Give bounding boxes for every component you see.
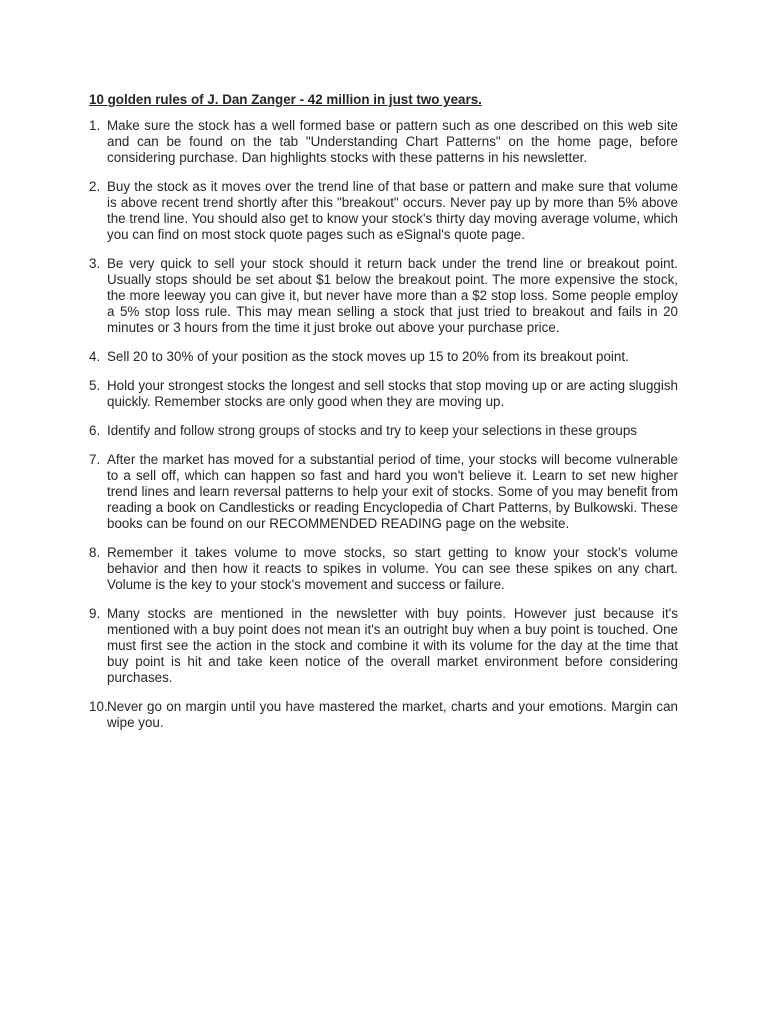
rule-text: Sell 20 to 30% of your position as the stock moves up 15 to 20% from its breakout point. (107, 349, 629, 364)
rule-number: 7. (89, 452, 101, 467)
rules-list (89, 118, 678, 731)
rule-text: Buy the stock as it moves over the trend line of that base or pattern and make sure that volume is above recent trend shortly after this "breakout" occurs. Never pay up by more than 5% above the trend line. You should also get to know your stock's thirty day moving average volume, which you can find on most stock quote pages such as eSignal's quote page. (107, 179, 678, 242)
rule-number: 5. (89, 378, 101, 393)
rule-text: Be very quick to sell your stock should it return back under the trend line or breakout point. Usually stops should be set about $1 below the breakout point. The more expensive the stock, the more leeway you can give it, but never have more than a $2 stop loss. Some people employ a 5% stop loss rule. This may mean selling a stock that just tried to breakout and fails in 20 minutes or 3 hours from the time it just broke out above your purchase price. (107, 256, 678, 335)
rule-text: Hold your strongest stocks the longest and sell stocks that stop moving up or are acting sluggish quickly. Remember stocks are only good when they are moving up. (107, 378, 678, 409)
rule-number: 3. (89, 256, 101, 271)
list-item-rule-8 (89, 545, 678, 593)
document-page (89, 92, 678, 744)
rule-text: Never go on margin until you have mastered the market, charts and your emotions. Margin can wipe you. (107, 699, 678, 730)
list-item-rule-3 (89, 256, 678, 336)
rule-text: Make sure the stock has a well formed base or pattern such as one described on this web site and can be found on the tab "Understanding Chart Patterns" on the home page, before considering purchase. Dan highlights stocks with these patterns in his newsletter. (107, 118, 678, 165)
rule-number: 10. (89, 699, 108, 714)
rule-text: After the market has moved for a substantial period of time, your stocks will become vulnerable to a sell off, which can happen so fast and hard you won't believe it. Learn to set new higher trend lines and learn reversal patterns to help your exit of stocks. Some of you may benefit from reading a book on Candlesticks or reading Encyclopedia of Chart Patterns, by Bulkowski. These books can be found on our RECOMMENDED READING page on the website. (107, 452, 678, 531)
document-title: 10 golden rules of J. Dan Zanger - 42 million in just two years. (89, 92, 482, 107)
list-item-rule-5 (89, 378, 678, 410)
list-item-rule-4 (89, 349, 678, 365)
rule-text: Remember it takes volume to move stocks, so start getting to know your stock's volume behavior and then how it reacts to spikes in volume. You can see these spikes on any chart. Volume is the key to your stock's movement and success or failure. (107, 545, 678, 592)
rule-text: Many stocks are mentioned in the newsletter with buy points. However just because it's mentioned with a buy point does not mean it's an outright buy when a buy point is touched. One must first see the action in the stock and combine it with its volume for the day at the time that buy point is hit and take keen notice of the overall market environment before considering purchases. (107, 606, 678, 685)
rule-number: 6. (89, 423, 101, 438)
rule-number: 1. (89, 118, 101, 133)
list-item-rule-1 (89, 118, 678, 166)
rule-number: 2. (89, 179, 101, 194)
list-item-rule-6 (89, 423, 678, 439)
list-item-rule-7 (89, 452, 678, 532)
rule-number: 9. (89, 606, 101, 621)
list-item-rule-10 (89, 699, 678, 731)
list-item-rule-2 (89, 179, 678, 243)
rule-text: Identify and follow strong groups of stocks and try to keep your selections in these groups (107, 423, 637, 438)
rule-number: 4. (89, 349, 101, 364)
rule-number: 8. (89, 545, 101, 560)
list-item-rule-9 (89, 606, 678, 686)
